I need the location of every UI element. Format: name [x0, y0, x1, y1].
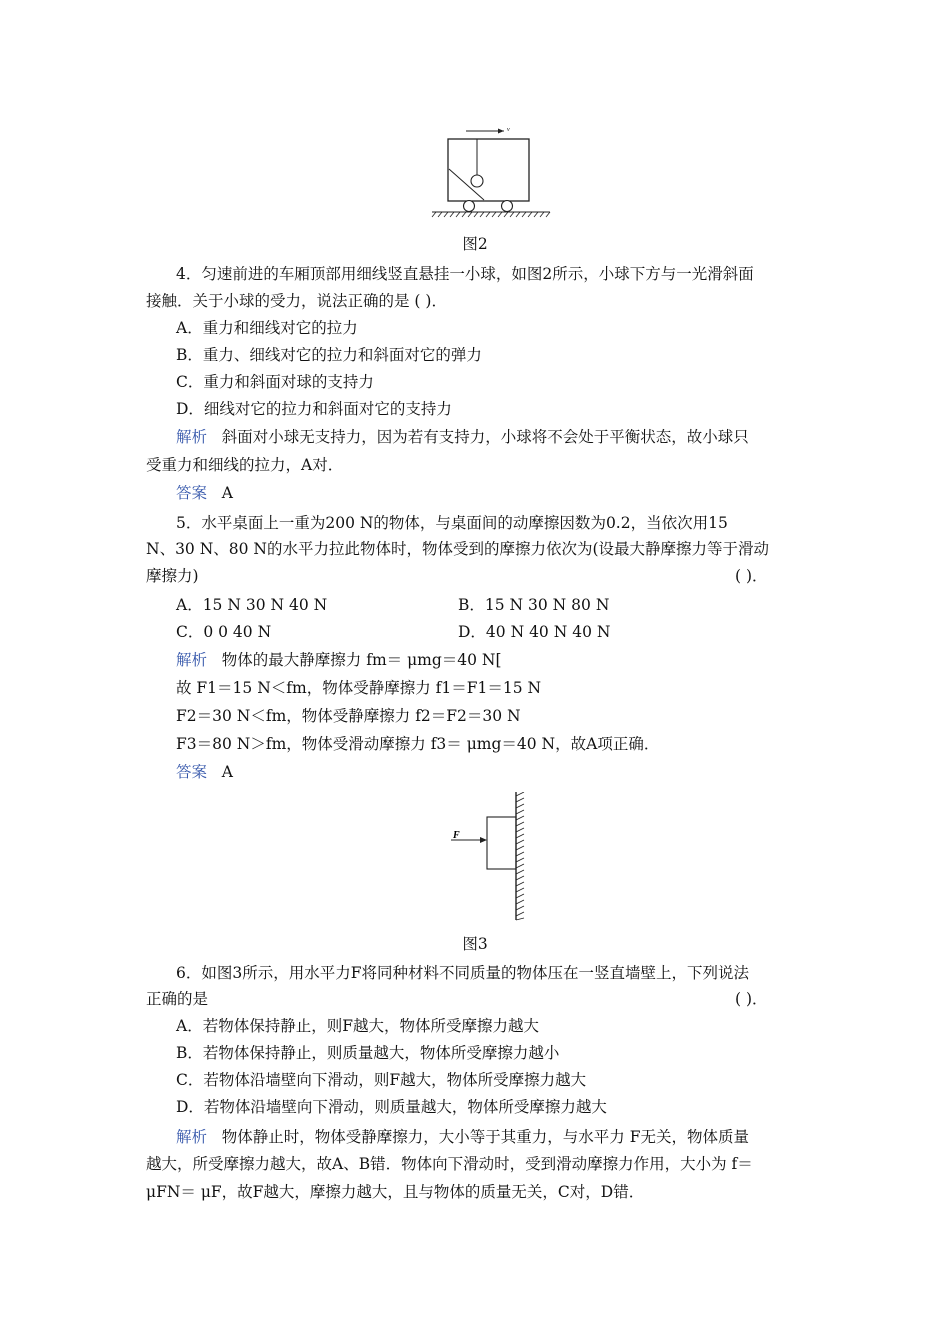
incline [449, 169, 484, 200]
cart-body [448, 139, 529, 201]
q4-analysis-text1: 斜面对小球无支持力，因为若有支持力，小球将不会处于平衡状态，故小球只 [221, 428, 749, 446]
q5-answer-paren: ( )． [735, 567, 768, 585]
q4-stem-line2: 接触．关于小球的受力，说法正确的是 ( )． [146, 292, 447, 310]
q6-stem-line2: 正确的是 [146, 990, 209, 1008]
q4-answer [176, 482, 233, 504]
q6-analysis-label: 解析 [176, 1128, 208, 1146]
q5-analysis-line3: F2＝30 N＜fm，物体受静摩擦力 f2＝F2＝30 N [176, 707, 521, 725]
q5-analysis-line1 [176, 649, 502, 671]
q4-option-a: A．重力和细线对它的拉力 [176, 319, 358, 337]
block [487, 817, 516, 869]
force-label: F [453, 830, 460, 841]
q6-analysis-line1 [176, 1126, 749, 1148]
q6-analysis-line2: 越大，所受摩擦力越大，故A、B错．物体向下滑动时，受到滑动摩擦力作用，大小为 f＝ [146, 1155, 753, 1173]
q5-analysis-line2: 故 F1＝15 N＜fm，物体受静摩擦力 f1＝F1＝15 N [176, 679, 542, 697]
q4-answer-label: 答案 [176, 484, 208, 502]
q6-stem-line1: 6．如图3所示，用水平力F将同种材料不同质量的物体压在一竖直墙壁上，下列说法 [176, 964, 749, 982]
q5-analysis-line4: F3＝80 N＞fm，物体受滑动摩擦力 f3＝ μmg＝40 N，故A项正确． [176, 735, 660, 753]
q5-answer-label: 答案 [176, 763, 208, 781]
q6-option-d: D．若物体沿墙壁向下滑动，则质量越大，物体所受摩擦力越大 [176, 1098, 607, 1116]
q5-analysis-text1: 物体的最大静摩擦力 fm＝ μmg＝40 N[ [221, 651, 502, 669]
q6-analysis-text1: 物体静止时，物体受静摩擦力，大小等于其重力，与水平力 F无关，物体质量 [221, 1128, 749, 1146]
q5-option-a: A．15 N 30 N 40 N [176, 596, 328, 614]
q4-option-c: C．重力和斜面对球的支持力 [176, 373, 374, 391]
q5-analysis-label: 解析 [176, 651, 208, 669]
figure-2-caption: 图2 [462, 235, 488, 253]
q4-analysis-label: 解析 [176, 428, 208, 446]
q6-answer-paren: ( )． [735, 990, 768, 1008]
wheel-right [502, 201, 513, 212]
q6-option-b: B．若物体保持静止，则质量越大，物体所受摩擦力越小 [176, 1044, 560, 1062]
wheel-left [464, 201, 475, 212]
q5-answer-value: A [221, 763, 233, 781]
q4-stem-line1: 4．匀速前进的车厢顶部用细线竖直悬挂一小球，如图2所示，小球下方与一光滑斜面 [176, 265, 754, 283]
q4-analysis-line1 [176, 426, 749, 448]
velocity-label: v [507, 127, 510, 133]
q5-stem-line2: N、30 N、80 N的水平力拉此物体时，物体受到的摩擦力依次为(设最大静摩擦力等于滑动 [146, 540, 770, 558]
q6-analysis-line3: μFN＝ μF，故F越大，摩擦力越大，且与物体的质量无关，C对，D错． [146, 1183, 645, 1201]
q6-option-a: A．若物体保持静止，则F越大，物体所受摩擦力越大 [176, 1017, 539, 1035]
q5-option-d: D．40 N 40 N 40 N [458, 623, 611, 641]
q4-analysis-line2: 受重力和细线的拉力，A对． [146, 456, 344, 474]
q5-option-b: B．15 N 30 N 80 N [458, 596, 610, 614]
q4-answer-value: A [221, 484, 233, 502]
q5-stem-line1: 5．水平桌面上一重为200 N的物体，与桌面间的动摩擦因数为0.2，当依次用15 [176, 514, 728, 532]
q5-answer [176, 761, 233, 783]
figure-2-cart-diagram [428, 120, 558, 220]
q5-stem-line3: 摩擦力) [146, 567, 199, 585]
ball [471, 175, 483, 187]
figure-3-wall-diagram [445, 792, 535, 924]
q5-option-c: C．0 0 40 N [176, 623, 272, 641]
figure-3-caption: 图3 [462, 935, 488, 953]
q6-option-c: C．若物体沿墙壁向下滑动，则F越大，物体所受摩擦力越大 [176, 1071, 587, 1089]
q4-option-b: B．重力、细线对它的拉力和斜面对它的弹力 [176, 346, 482, 364]
q4-option-d: D．细线对它的拉力和斜面对它的支持力 [176, 400, 452, 418]
